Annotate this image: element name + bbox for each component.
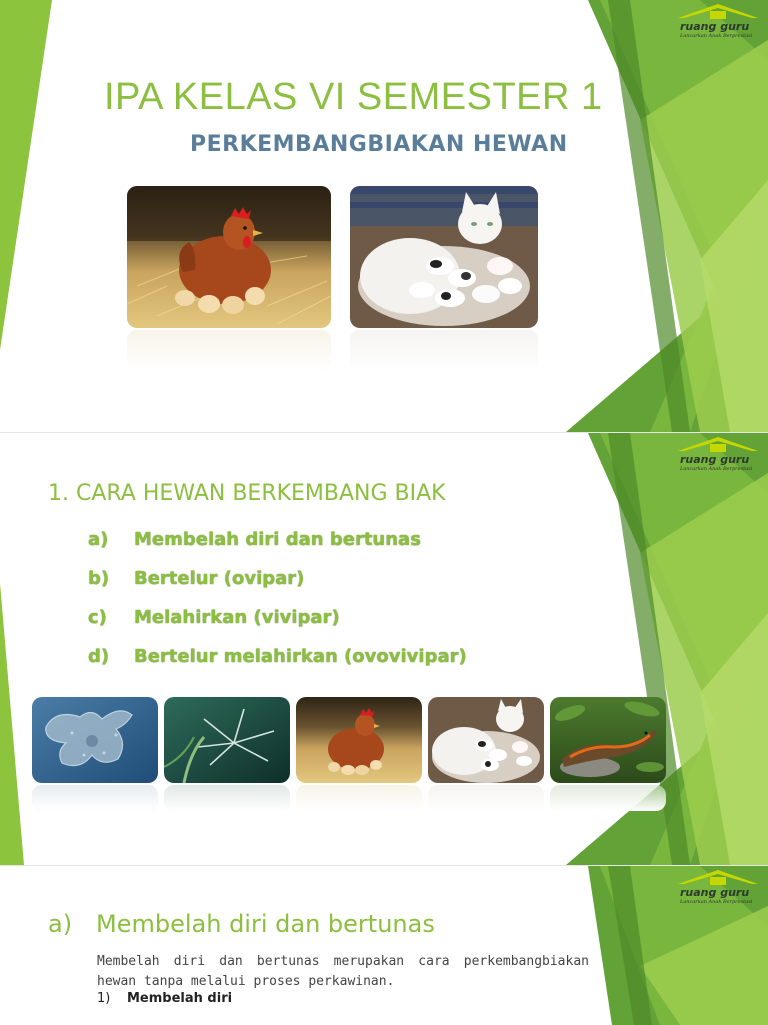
logo-tagline: Lancarkan Anak Berprestasi bbox=[680, 899, 753, 905]
logo-tagline: Lancarkan Anak Berprestasi bbox=[680, 33, 753, 39]
section-heading bbox=[48, 910, 435, 938]
list-item bbox=[88, 646, 467, 685]
lizard-photo bbox=[550, 697, 666, 783]
hen-image bbox=[127, 186, 331, 328]
slide-subtitle: PERKEMBANGBIAKAN HEWAN bbox=[190, 132, 568, 157]
logo-text: ruang guru bbox=[680, 20, 750, 33]
hydra-image bbox=[164, 697, 290, 783]
amoeba-image bbox=[32, 697, 158, 783]
section-heading: 1. CARA HEWAN BERKEMBANG BIAK bbox=[48, 481, 446, 506]
hen-photo bbox=[127, 186, 331, 328]
cat-reflection-small bbox=[428, 785, 544, 811]
lizard-reflection bbox=[550, 785, 666, 811]
ruangguru-logo bbox=[672, 2, 764, 42]
logo-text: ruang guru bbox=[680, 453, 750, 466]
slide-fission-budding bbox=[0, 865, 768, 1025]
logo-text: ruang guru bbox=[680, 886, 750, 899]
list-marker: c) bbox=[88, 607, 107, 628]
hen-image bbox=[296, 697, 422, 783]
list-item bbox=[88, 607, 467, 646]
method-list bbox=[88, 529, 467, 685]
ruangguru-logo bbox=[672, 868, 764, 908]
heading-marker: a) bbox=[48, 910, 73, 938]
heading-text: Membelah diri dan bertunas bbox=[96, 910, 435, 938]
cat-photo bbox=[350, 186, 538, 328]
list-item bbox=[88, 529, 467, 568]
hen-photo-small bbox=[296, 697, 422, 783]
ruangguru-logo bbox=[672, 435, 764, 475]
cat-image bbox=[428, 697, 544, 783]
logo-tagline: Lancarkan Anak Berprestasi bbox=[680, 466, 753, 472]
amoeba-reflection bbox=[32, 785, 158, 811]
cat-photo-reflection bbox=[350, 330, 538, 370]
sub-item-label: Membelah diri bbox=[127, 991, 233, 1006]
list-item bbox=[88, 568, 467, 607]
hen-reflection-small bbox=[296, 785, 422, 811]
list-marker: b) bbox=[88, 568, 110, 589]
body-paragraph: Membelah diri dan bertunas merupakan cara perkembangbiakan hewan tanpa melalui proses perkawinan. bbox=[97, 954, 589, 989]
amoeba-photo bbox=[32, 697, 158, 783]
hydra-reflection bbox=[164, 785, 290, 811]
list-marker: a) bbox=[88, 529, 109, 550]
lizard-image bbox=[550, 697, 666, 783]
cat-photo-small bbox=[428, 697, 544, 783]
list-item-label: Membelah diri dan bertunas bbox=[134, 529, 421, 550]
hydra-photo bbox=[164, 697, 290, 783]
sub-item-marker: 1) bbox=[97, 991, 111, 1006]
slide-title bbox=[0, 0, 768, 432]
list-marker: d) bbox=[88, 646, 110, 667]
cat-image bbox=[350, 186, 538, 328]
sub-item bbox=[97, 991, 232, 1006]
slide-title-text: IPA KELAS VI SEMESTER 1 bbox=[104, 76, 603, 118]
list-item-label: Bertelur (ovipar) bbox=[134, 568, 305, 589]
list-item-label: Melahirkan (vivipar) bbox=[134, 607, 340, 628]
hen-photo-reflection bbox=[127, 330, 331, 370]
list-item-label: Bertelur melahirkan (ovovivipar) bbox=[134, 646, 467, 667]
slide-reproduction-methods bbox=[0, 432, 768, 865]
